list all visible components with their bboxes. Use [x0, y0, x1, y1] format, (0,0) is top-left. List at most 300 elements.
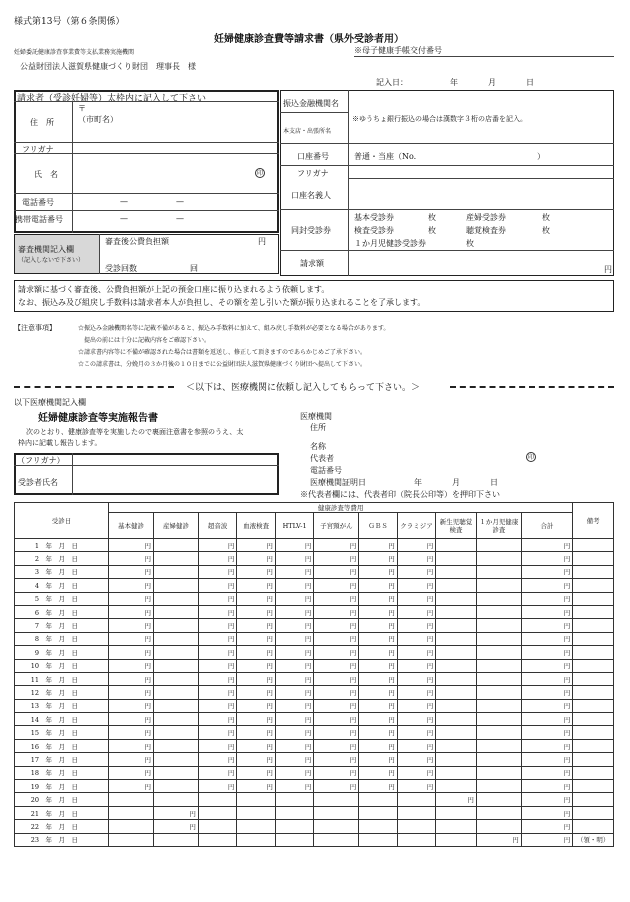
visit-times: 回 — [190, 264, 198, 273]
row-date: 12 年 月 日 — [15, 686, 109, 699]
fee-cell: 円 — [275, 659, 313, 672]
fee-cell: 円 — [109, 539, 154, 552]
col-header: １か月児健康診査 — [476, 513, 521, 539]
fee-cell — [476, 780, 521, 793]
fee-cell — [154, 699, 199, 712]
fee-cell — [476, 753, 521, 766]
claim-label: 請求額 — [300, 259, 324, 268]
remark-cell — [573, 659, 614, 672]
claimant-box — [14, 90, 279, 233]
col-header: ＧＢＳ — [359, 513, 397, 539]
fee-cell: 円 — [275, 699, 313, 712]
fee-cell: 円 — [237, 726, 275, 739]
fee-cell — [154, 592, 199, 605]
fee-cell — [436, 646, 477, 659]
fee-cell — [476, 565, 521, 578]
review-note: （記入しないで下さい） — [18, 257, 85, 264]
fee-cell: 円 — [275, 592, 313, 605]
fee-cell: 円 — [109, 646, 154, 659]
fee-cell — [237, 806, 275, 819]
fee-cell: 円 — [397, 699, 435, 712]
fee-cell — [476, 592, 521, 605]
fee-cell — [476, 820, 521, 833]
divider-text: ＜以下は、医療機関に依頼し記入してもらって下さい。＞ — [186, 383, 421, 393]
fee-cell — [476, 739, 521, 752]
fee-cell: 円 — [359, 579, 397, 592]
ticket-basic: 基本受診券 — [354, 213, 394, 222]
fee-cell: 円 — [237, 766, 275, 779]
table-row — [15, 672, 614, 685]
fee-cell: 円 — [275, 646, 313, 659]
fee-cell — [476, 659, 521, 672]
form-number: 様式第13号（第６条関係） — [14, 17, 125, 27]
entry-day: 日 — [526, 78, 534, 87]
fee-cell — [436, 565, 477, 578]
fee-cell — [154, 659, 199, 672]
table-row — [15, 833, 614, 846]
fee-cell — [154, 713, 199, 726]
fee-cell: 円 — [397, 686, 435, 699]
remark-cell — [573, 552, 614, 565]
notice-4: ☆この請求書は、分娩月の３か月後の１０日までに公益財団法人滋賀県健康づくり財団へ提出して下さい。 — [78, 361, 367, 368]
fee-cell — [154, 726, 199, 739]
city-label: （市町名） — [78, 115, 118, 124]
table-row — [15, 726, 614, 739]
table-row — [15, 565, 614, 578]
entry-month: 月 — [488, 78, 496, 87]
table-row — [15, 552, 614, 565]
fee-cell — [436, 806, 477, 819]
fee-cell: 円 — [275, 780, 313, 793]
remark-cell — [573, 793, 614, 806]
fee-cell — [275, 806, 313, 819]
remark-cell — [573, 766, 614, 779]
fee-cell — [359, 833, 397, 846]
fee-cell: 円 — [521, 619, 572, 632]
fee-cell: 円 — [314, 713, 359, 726]
fee-cell: 円 — [198, 619, 236, 632]
remark-cell — [573, 672, 614, 685]
row-date: 22 年 月 日 — [15, 820, 109, 833]
fee-cell: 円 — [314, 565, 359, 578]
fee-cell: 円 — [359, 780, 397, 793]
fee-cell — [476, 646, 521, 659]
fee-cell: 円 — [359, 619, 397, 632]
col-remarks: 備考 — [573, 503, 614, 539]
fee-cell — [109, 833, 154, 846]
fee-cell: 円 — [521, 672, 572, 685]
fee-cell: 円 — [359, 766, 397, 779]
entry-date-label: 記入日： — [376, 78, 408, 87]
row-date: 2 年 月 日 — [15, 552, 109, 565]
fee-cell — [436, 820, 477, 833]
remark-cell — [573, 539, 614, 552]
fee-cell — [154, 793, 199, 806]
table-row — [15, 739, 614, 752]
row-date: 9 年 月 日 — [15, 646, 109, 659]
fee-cell: 円 — [109, 605, 154, 618]
fee-cell: 円 — [237, 739, 275, 752]
fee-cell: 円 — [198, 605, 236, 618]
fee-cell — [154, 605, 199, 618]
notice-3: ☆請求書内容等に不備が確認された場合は書類を返送し、修正して頂きますのであらかじめご了承下さい。 — [78, 349, 367, 356]
fee-cell: 円 — [521, 753, 572, 766]
row-date: 14 年 月 日 — [15, 713, 109, 726]
fee-cell — [476, 552, 521, 565]
fee-cell — [476, 766, 521, 779]
fee-cell: 円 — [359, 672, 397, 685]
fee-cell: 円 — [521, 780, 572, 793]
med-name: 名称 — [310, 442, 326, 451]
remark-cell — [573, 579, 614, 592]
fee-cell: 円 — [359, 739, 397, 752]
fee-cell: 円 — [397, 619, 435, 632]
fee-cell: 円 — [397, 592, 435, 605]
fee-cell: 円 — [314, 726, 359, 739]
fee-cell — [436, 699, 477, 712]
fee-cell: 円 — [198, 766, 236, 779]
fee-cell — [314, 820, 359, 833]
fee-cell: 円 — [314, 632, 359, 645]
fee-cell: 円 — [275, 632, 313, 645]
ticket-exam: 検査受診券 — [354, 226, 394, 235]
table-row — [15, 793, 614, 806]
ticket-basic-count: 枚 — [428, 213, 436, 222]
remark-cell — [573, 646, 614, 659]
fee-cell: 円 — [237, 699, 275, 712]
fee-cell — [397, 833, 435, 846]
holder-label: 口座名義人 — [291, 191, 331, 200]
remark-cell — [573, 806, 614, 819]
fee-cell — [237, 833, 275, 846]
fee-cell — [198, 806, 236, 819]
fee-cell: 円 — [521, 766, 572, 779]
fee-cell: 円 — [109, 726, 154, 739]
fee-cell — [476, 672, 521, 685]
fee-cell: 円 — [359, 592, 397, 605]
table-row — [15, 592, 614, 605]
fee-cell — [436, 605, 477, 618]
fee-cell: 円 — [237, 619, 275, 632]
fee-cell — [476, 793, 521, 806]
fee-cell: 円 — [275, 753, 313, 766]
account-close: ） — [537, 152, 545, 161]
fee-cell — [436, 579, 477, 592]
fee-cell — [275, 820, 313, 833]
fee-cell: 円 — [198, 753, 236, 766]
fee-cell — [154, 552, 199, 565]
patient-name-label: 受診者氏名 — [18, 478, 58, 487]
fee-cell — [198, 833, 236, 846]
table-row — [15, 780, 614, 793]
fee-cell — [476, 699, 521, 712]
row-date: 13 年 月 日 — [15, 699, 109, 712]
fee-cell: 円 — [275, 619, 313, 632]
fee-cell — [436, 686, 477, 699]
row-date: 21 年 月 日 — [15, 806, 109, 819]
fee-cell: 円 — [109, 632, 154, 645]
fee-cell — [397, 793, 435, 806]
ticket-postpartum: 産婦受診券 — [466, 213, 506, 222]
fee-cell: 円 — [198, 713, 236, 726]
col-header: 基本健診 — [109, 513, 154, 539]
fee-cell — [154, 565, 199, 578]
table-row — [15, 713, 614, 726]
notice-1: ☆振込み金融機関名等に記載不備があると、振込み手数料に加えて、組み戻し手数料が必要となる場合があります。 — [78, 325, 390, 332]
fee-cell — [109, 820, 154, 833]
fee-cell: 円 — [397, 632, 435, 645]
fee-cell — [109, 806, 154, 819]
phone-dash2: — — [176, 197, 184, 206]
fee-cell: 円 — [359, 699, 397, 712]
med-note: ※代表者欄には、代表者印（院長公印等）を押印下さい — [300, 490, 500, 499]
col-header: 合計 — [521, 513, 572, 539]
fee-cell: 円 — [397, 579, 435, 592]
fee-cell — [436, 632, 477, 645]
fee-cell: 円 — [198, 579, 236, 592]
fee-cell: 円 — [314, 646, 359, 659]
fee-cell: 円 — [275, 605, 313, 618]
fee-cell: 円 — [109, 659, 154, 672]
fee-cell: 円 — [314, 753, 359, 766]
fee-cell: 円 — [109, 699, 154, 712]
col-header: 新生児聴覚検査 — [436, 513, 477, 539]
fee-cell: 円 — [237, 780, 275, 793]
fee-cell — [436, 739, 477, 752]
row-date: 3 年 月 日 — [15, 565, 109, 578]
mobile-label: 携帯電話番号 — [15, 215, 63, 224]
fee-cell — [275, 833, 313, 846]
fee-cell: 円 — [397, 780, 435, 793]
fee-cell: 円 — [154, 820, 199, 833]
furigana3: （フリガナ） — [17, 456, 65, 465]
table-row — [15, 659, 614, 672]
maternal-note: ※母子健康手帳交付番号 — [354, 46, 442, 55]
postal-mark: 〒 — [78, 104, 86, 113]
ticket-postpartum-count: 枚 — [542, 213, 550, 222]
review-yen: 円 — [258, 237, 266, 246]
row-date: 15 年 月 日 — [15, 726, 109, 739]
col-date: 受診日 — [15, 503, 109, 539]
fee-cell — [109, 793, 154, 806]
fee-cell — [476, 539, 521, 552]
claim-yen: 円 — [604, 265, 612, 274]
fee-cell: 円 — [359, 686, 397, 699]
fee-cell: 円 — [314, 672, 359, 685]
fee-cell — [154, 579, 199, 592]
med-year: 年 — [414, 478, 422, 487]
fee-cell: 円 — [476, 833, 521, 846]
entry-year: 年 — [450, 78, 458, 87]
fee-cell — [436, 659, 477, 672]
fee-cell — [154, 646, 199, 659]
review-amount: 審査後公費負担額 — [105, 237, 169, 246]
fee-cell: 円 — [109, 739, 154, 752]
fee-cell: 円 — [521, 659, 572, 672]
remark-cell — [573, 699, 614, 712]
fee-cell: 円 — [198, 739, 236, 752]
report-text-1: 次のとおり、健康診査等を実施したので裏面注意書を参照のうえ、太 — [26, 428, 244, 436]
fee-cell — [154, 619, 199, 632]
col-header: 血液検査 — [237, 513, 275, 539]
fee-cell — [476, 686, 521, 699]
yucho-note: ※ゆうちょ銀行振込の場合は漢数字３桁の店番を記入。 — [352, 115, 527, 123]
fee-cell: 円 — [314, 659, 359, 672]
fee-cell: 円 — [198, 646, 236, 659]
fee-cell: 円 — [397, 739, 435, 752]
row-date: 4 年 月 日 — [15, 579, 109, 592]
fee-cell — [476, 726, 521, 739]
table-row — [15, 806, 614, 819]
fee-cell: 円 — [397, 713, 435, 726]
table-row — [15, 646, 614, 659]
remark-cell — [573, 686, 614, 699]
fee-cell: 円 — [275, 539, 313, 552]
fee-cell: 円 — [198, 726, 236, 739]
row-date: 10 年 月 日 — [15, 659, 109, 672]
fee-cell: 円 — [521, 726, 572, 739]
tickets-label: 同封受診券 — [291, 226, 331, 235]
fee-cell: 円 — [198, 659, 236, 672]
fee-cell: 円 — [198, 539, 236, 552]
fee-table — [14, 502, 614, 847]
ticket-exam-count: 枚 — [428, 226, 436, 235]
fee-cell: 円 — [521, 820, 572, 833]
fee-cell — [314, 793, 359, 806]
fee-cell: 円 — [521, 713, 572, 726]
branch-label: 本支店・出張所名 — [283, 128, 332, 135]
fee-cell: 円 — [275, 726, 313, 739]
ticket-hearing: 聴覚検査券 — [466, 226, 506, 235]
fee-cell: 円 — [237, 659, 275, 672]
fee-cell: 円 — [397, 726, 435, 739]
fee-cell: 円 — [397, 605, 435, 618]
table-row — [15, 766, 614, 779]
col-fees: 健康診査等費用 — [109, 503, 573, 513]
med-inst: 医療機関 — [300, 412, 332, 421]
fee-cell: 円 — [198, 699, 236, 712]
fee-cell: 円 — [275, 713, 313, 726]
fee-cell: 円 — [359, 552, 397, 565]
report-text-2: 枠内に記載し報告します。 — [18, 439, 102, 447]
fee-cell: 円 — [314, 605, 359, 618]
remark-cell — [573, 592, 614, 605]
fee-cell: 円 — [397, 552, 435, 565]
fee-cell: 円 — [109, 619, 154, 632]
fee-cell: 円 — [275, 565, 313, 578]
fee-cell: 円 — [198, 780, 236, 793]
fee-cell: 円 — [237, 565, 275, 578]
fee-cell: 円 — [314, 780, 359, 793]
remark-cell: （領・明） — [573, 833, 614, 846]
fee-cell: 円 — [237, 646, 275, 659]
table-row — [15, 686, 614, 699]
fee-cell: 円 — [521, 699, 572, 712]
fee-cell — [237, 793, 275, 806]
col-header: クラミジア — [397, 513, 435, 539]
col-header: 超音波 — [198, 513, 236, 539]
addressee: 公益財団法人滋賀県健康づくり財団 理事長 様 — [20, 62, 196, 71]
med-phone: 電話番号 — [310, 466, 342, 475]
furigana2-label: フリガナ — [297, 169, 329, 178]
fee-cell: 円 — [275, 579, 313, 592]
col-header: 子宮頸がん — [314, 513, 359, 539]
fee-cell — [154, 686, 199, 699]
row-date: 16 年 月 日 — [15, 739, 109, 752]
fee-cell: 円 — [198, 565, 236, 578]
fee-cell: 円 — [521, 739, 572, 752]
fee-cell: 円 — [314, 552, 359, 565]
fee-cell — [476, 605, 521, 618]
fee-cell — [476, 579, 521, 592]
remark-cell — [573, 726, 614, 739]
fee-cell: 円 — [359, 659, 397, 672]
fee-cell — [436, 619, 477, 632]
mobile-dash1: — — [120, 214, 128, 223]
fee-cell: 円 — [397, 646, 435, 659]
fee-cell: 円 — [275, 552, 313, 565]
fee-cell: 円 — [314, 579, 359, 592]
remark-cell — [573, 780, 614, 793]
remark-cell — [573, 739, 614, 752]
fee-cell: 円 — [109, 753, 154, 766]
fee-cell: 円 — [359, 605, 397, 618]
fee-cell: 円 — [314, 592, 359, 605]
remark-cell — [573, 713, 614, 726]
fee-cell: 円 — [359, 726, 397, 739]
table-row — [15, 605, 614, 618]
fee-cell — [198, 820, 236, 833]
bank-label: 振込金融機関名 — [283, 99, 339, 108]
fee-cell — [397, 806, 435, 819]
fee-cell: 円 — [521, 646, 572, 659]
declaration-line2: なお、振込み及び組戻し手数料は請求者本人が負担し、その額を差し引いた額が振り込まれることを了承します。 — [18, 298, 426, 307]
fee-cell: 円 — [314, 699, 359, 712]
fee-cell: 円 — [397, 766, 435, 779]
fee-cell: 円 — [154, 806, 199, 819]
fee-cell: 円 — [521, 539, 572, 552]
med-addr: 住所 — [310, 423, 326, 432]
commission: 妊婦委託健康診査事業費等支払業務実施機関 — [14, 49, 135, 56]
fee-cell: 円 — [521, 806, 572, 819]
row-date: 6 年 月 日 — [15, 605, 109, 618]
fee-cell — [275, 793, 313, 806]
med-rep: 代表者 — [310, 454, 334, 463]
fee-cell: 円 — [521, 632, 572, 645]
fee-cell: 円 — [237, 753, 275, 766]
fee-cell — [397, 820, 435, 833]
fee-cell: 円 — [397, 565, 435, 578]
fee-cell — [154, 780, 199, 793]
table-row — [15, 820, 614, 833]
med-date: 医療機関証明日 — [310, 478, 366, 487]
fee-cell: 円 — [237, 552, 275, 565]
fee-cell — [436, 766, 477, 779]
fee-cell — [154, 672, 199, 685]
row-date: 8 年 月 日 — [15, 632, 109, 645]
fee-cell: 円 — [237, 605, 275, 618]
fee-cell: 円 — [359, 539, 397, 552]
fee-cell: 円 — [436, 793, 477, 806]
review-label: 審査機関記入欄 — [18, 245, 74, 254]
fee-cell: 円 — [397, 672, 435, 685]
fee-cell — [436, 833, 477, 846]
fee-cell: 円 — [314, 539, 359, 552]
fee-cell — [314, 833, 359, 846]
row-date: 18 年 月 日 — [15, 766, 109, 779]
fee-cell: 円 — [237, 539, 275, 552]
fee-cell: 円 — [275, 672, 313, 685]
